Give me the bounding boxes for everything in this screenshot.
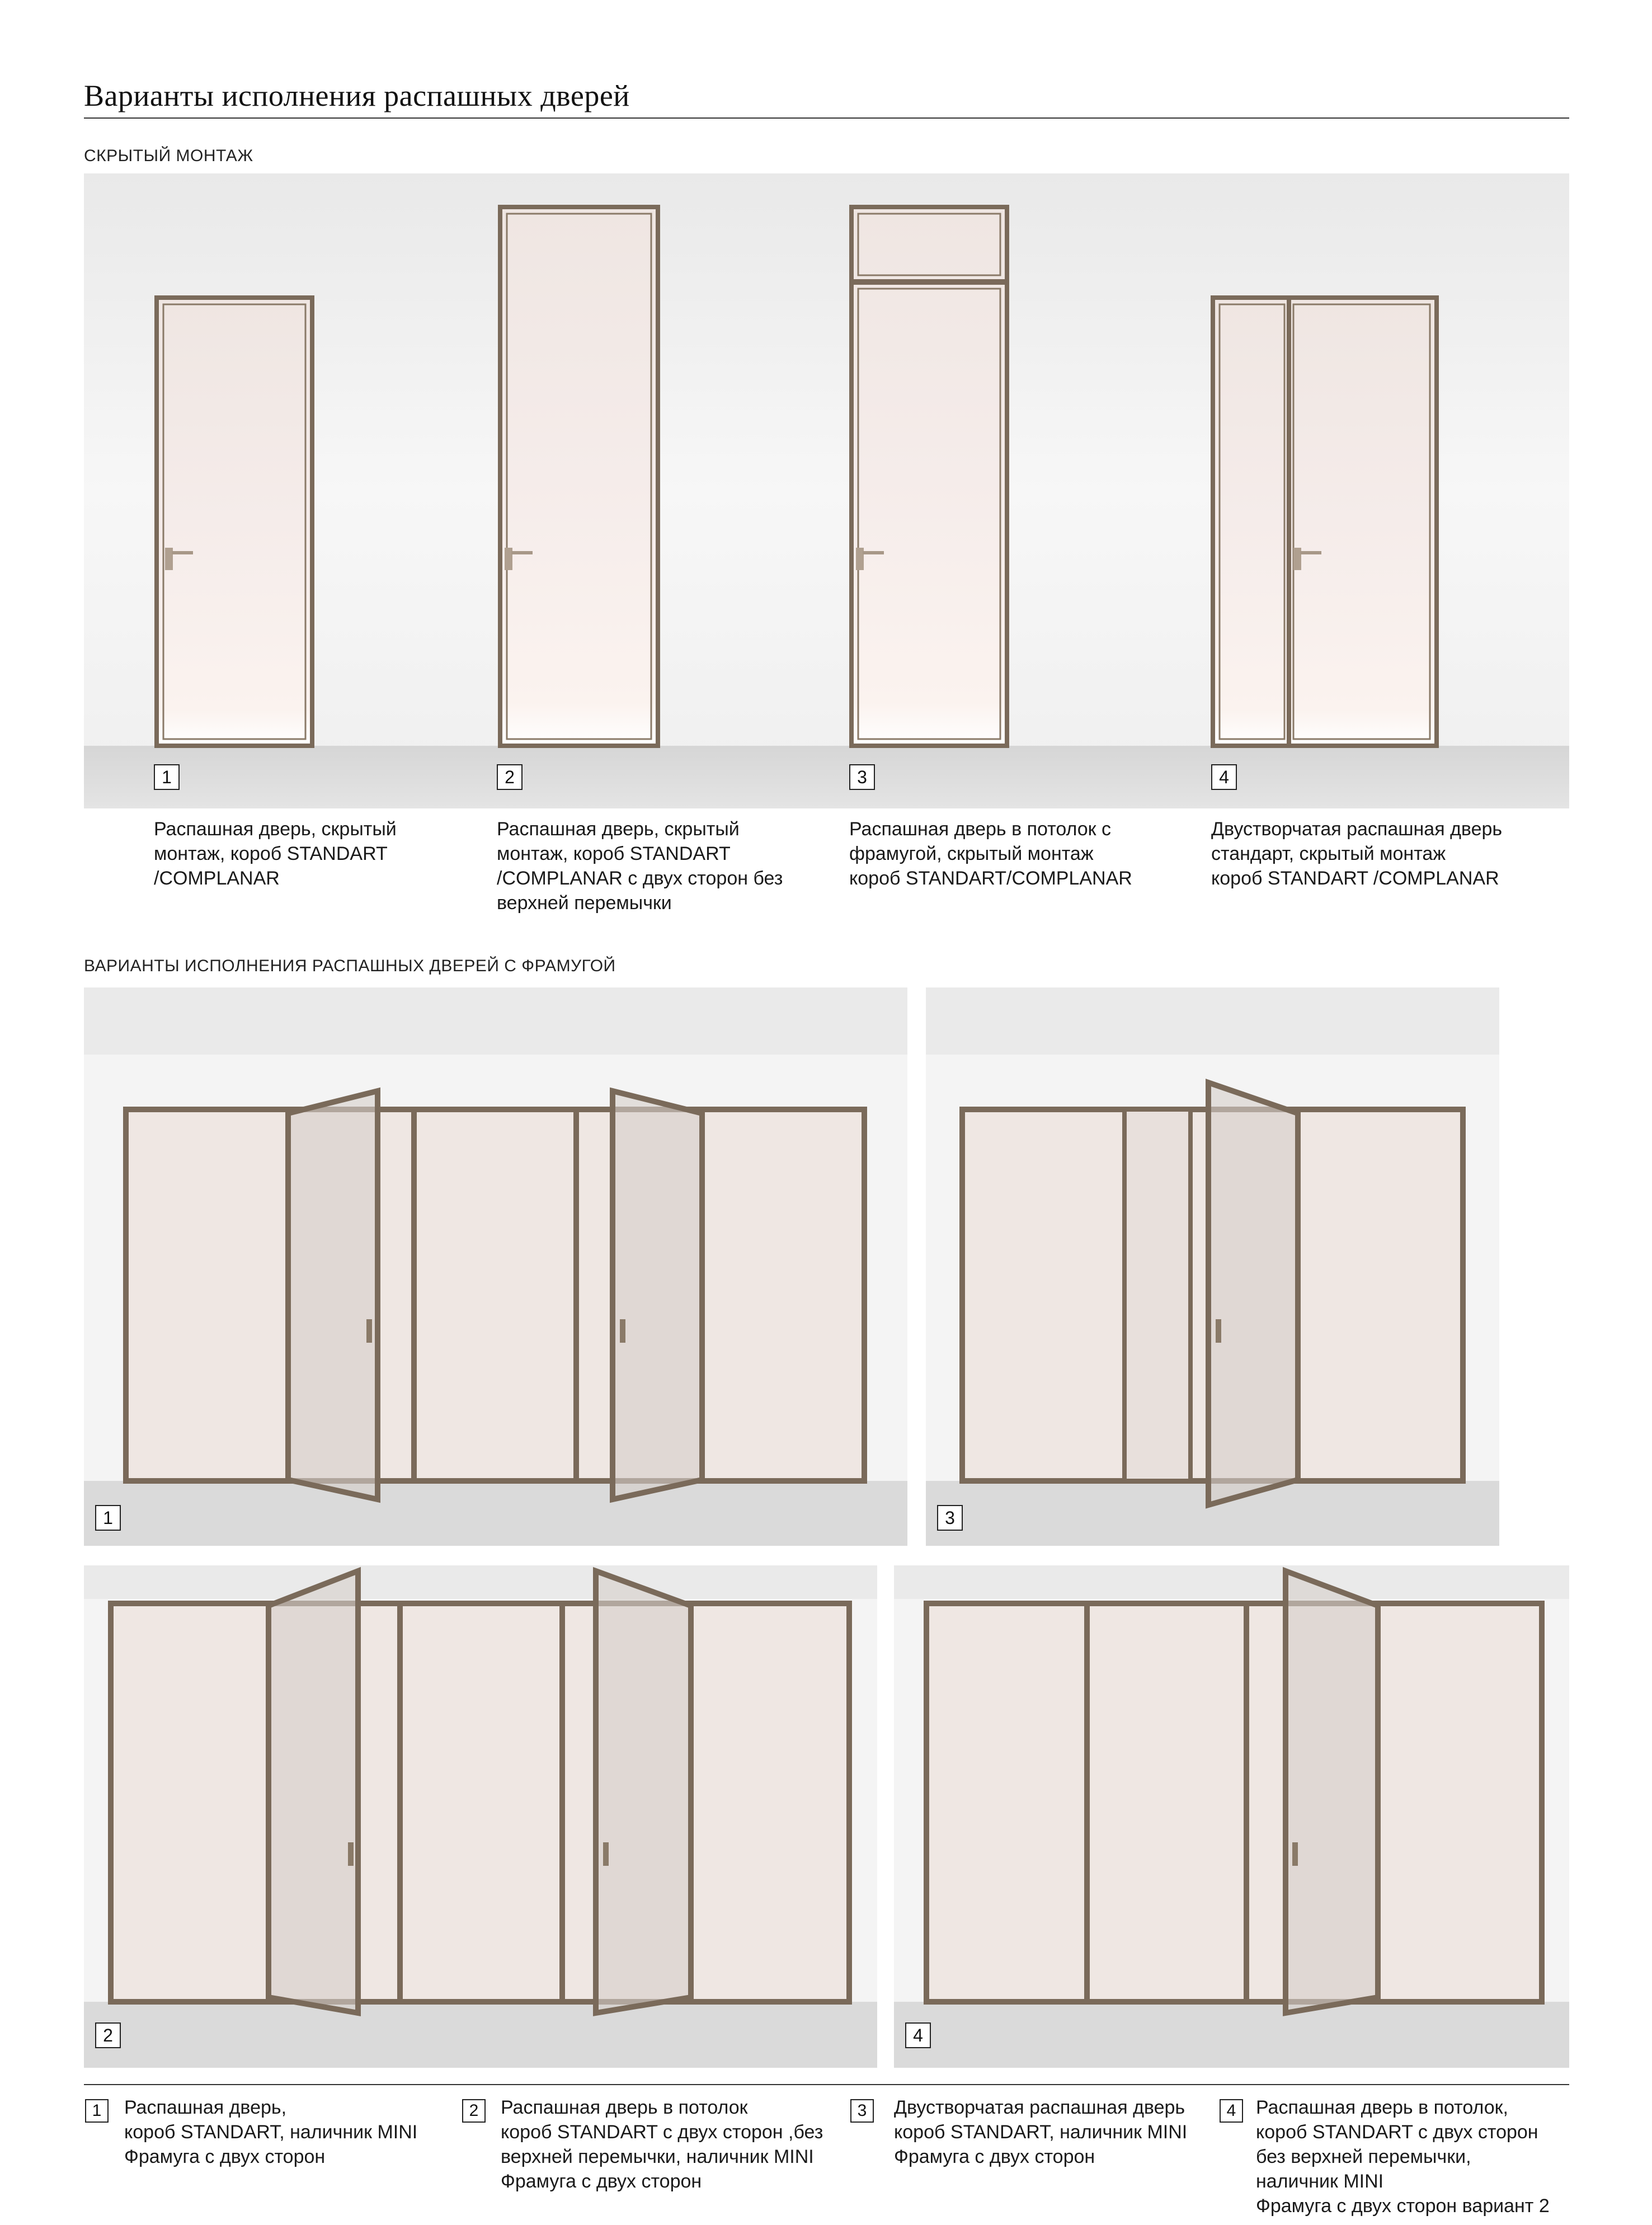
door-2 [500,207,658,746]
door-3 [851,207,1007,746]
transom-caption-3: Двустворчатая распашная дверь короб STANDART, наличник MINI Фрамуга с двух сторон [894,2097,1188,2167]
hidden-mount-num-3: 3 [849,764,875,790]
transom-illustration-3 [926,987,1499,1546]
transom-caption-2: Распашная дверь в потолок короб STANDART с двух сторон ,без верхней перемычки, наличник MINI Фрамуга с двух сторон [501,2097,823,2192]
transom-panel-3 [926,987,1499,1546]
section-label-transom: ВАРИАНТЫ ИСПОЛНЕНИЯ РАСПАШНЫХ ДВЕРЕЙ С ФРАМУГОЙ [84,957,616,975]
transom-caption-num-2: 2 [462,2099,486,2123]
transom-panel-num-4: 4 [905,2022,931,2048]
hidden-mount-num-4: 4 [1211,764,1237,790]
hidden-mount-panel [84,173,1569,808]
hidden-mount-caption-4: Двустворчатая распашная дверь стандарт, скрытый монтаж короб STANDART /COMPLANAR [1211,819,1503,889]
door-handle-icon [366,1319,372,1343]
page-title: Варианты исполнения распашных дверей [84,79,630,112]
transom-caption-1: Распашная дверь, короб STANDART, наличник MINI Фрамуга с двух сторон [124,2097,418,2167]
hidden-mount-caption-2: Распашная дверь, скрытый монтаж, короб STANDART /COMPLANAR с двух сторон без верхней перемычки [497,819,783,914]
hidden-mount-num-2: 2 [497,764,523,790]
door-handle-icon [165,548,173,570]
door-handle-icon [1293,548,1301,570]
door-handle-icon [348,1842,354,1866]
title-divider [84,117,1569,119]
transom-panel-1 [84,987,907,1546]
transom-panel-num-1: 1 [95,1505,121,1531]
hidden-mount-caption-1: Распашная дверь, скрытый монтаж, короб STANDART /COMPLANAR [154,819,397,889]
hidden-mount-illustration [84,173,1569,808]
door-handle-icon [505,548,512,570]
transom-panel-num-2: 2 [95,2022,121,2048]
transom-caption-4: Распашная дверь в потолок, короб STANDART с двух сторон без верхней перемычки, наличник MINI Фрамуга с двух сторон вариант 2 [1256,2097,1550,2217]
section-label-hidden-mount: СКРЫТЫЙ МОНТАЖ [84,147,253,165]
door-handle-icon [1292,1842,1298,1866]
door-handle-icon [620,1319,625,1343]
captions-divider [84,2084,1569,2085]
transom-caption-num-3: 3 [850,2099,874,2123]
door-handle-icon [1216,1319,1221,1343]
hidden-mount-num-1: 1 [154,764,180,790]
transom-illustration-1 [84,987,907,1546]
transom-caption-num-4: 4 [1220,2099,1243,2123]
transom-illustration-2 [84,1565,877,2068]
transom-illustration-4 [894,1565,1569,2068]
transom-panel-2 [84,1565,877,2068]
door-1 [157,298,312,746]
door-handle-icon [603,1842,609,1866]
hidden-mount-caption-3: Распашная дверь в потолок с фрамугой, скрытый монтаж короб STANDART/COMPLANAR [849,819,1132,889]
door-handle-icon [856,548,864,570]
transom-caption-num-1: 1 [85,2099,109,2123]
door-4 [1213,298,1437,746]
transom-panel-4 [894,1565,1569,2068]
transom-panel-num-3: 3 [937,1505,963,1531]
